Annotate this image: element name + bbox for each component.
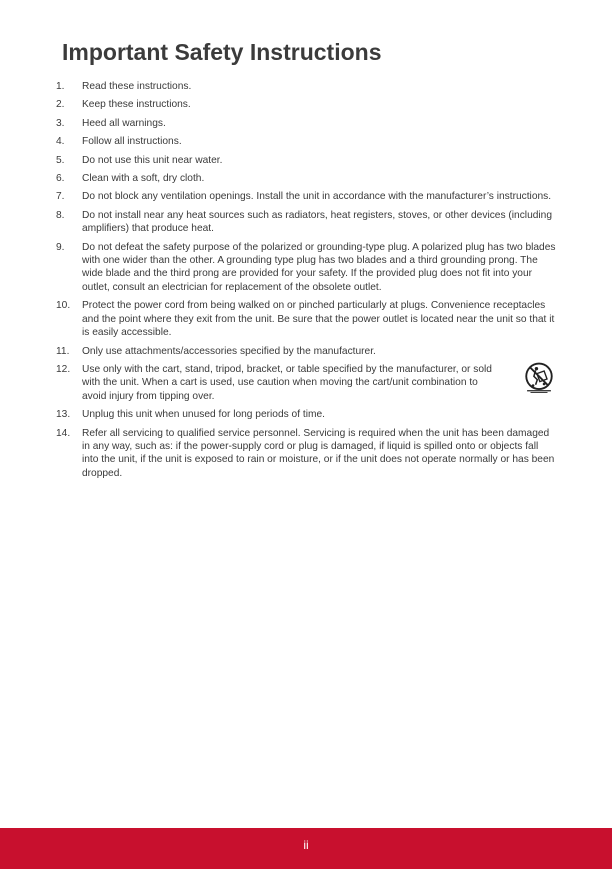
item-number: 14. xyxy=(56,427,71,439)
item-text: Follow all instructions. xyxy=(82,136,182,148)
list-item xyxy=(56,80,556,93)
item-number: 8. xyxy=(56,209,65,221)
item-text: Only use attachments/accessories specified by the manufacturer. xyxy=(82,345,376,357)
item-text: Use only with the cart, stand, tripod, bracket, or table specified by the manufacturer, or sold with the unit. When a cart is used, use caution when moving the cart/unit combination to avoid injury from tipping over. xyxy=(82,363,492,402)
list-item xyxy=(56,209,556,236)
item-number: 12. xyxy=(56,363,71,375)
item-number: 11. xyxy=(56,345,70,357)
item-text: Do not defeat the safety purpose of the polarized or grounding-type plug. A polarized plug has two blades with one wider than the other. A grounding type plug has two blades and a third grounding prong. The wide blade and the third prong are provided for your safety. If the provided plug does not fit into your outlet, consult an electrician for replacement of the obsolete outlet. xyxy=(82,241,556,293)
item-number: 3. xyxy=(56,117,65,129)
list-item xyxy=(56,427,556,481)
list-item xyxy=(56,345,556,358)
item-text: Do not install near any heat sources such as radiators, heat registers, stoves, or other devices (including amplifiers) that produce heat. xyxy=(82,209,552,235)
page-title: Important Safety Instructions xyxy=(62,39,382,65)
item-number: 1. xyxy=(56,81,65,92)
item-number: 5. xyxy=(56,154,65,166)
item-text: Clean with a soft, dry cloth. xyxy=(82,173,205,185)
cart-tip-over-warning-icon xyxy=(522,361,556,395)
item-text: Protect the power cord from being walked on or pinched particularly at plugs. Convenience receptacles and the point where they exit from the unit. Be sure that the power outlet is located near the unit so that it is easily accessible. xyxy=(82,300,555,339)
item-number: 10. xyxy=(56,300,71,312)
item-number: 9. xyxy=(56,241,65,253)
item-text: Do not use this unit near water. xyxy=(82,154,223,166)
list-item xyxy=(56,190,556,203)
item-text: Keep these instructions. xyxy=(82,99,191,111)
list-item xyxy=(56,299,556,339)
list-item xyxy=(56,117,556,130)
list-item xyxy=(56,363,556,403)
list-item xyxy=(56,154,556,167)
page-number: ii xyxy=(303,838,309,852)
list-item xyxy=(56,172,556,185)
item-number: 2. xyxy=(56,99,65,111)
item-text: Do not block any ventilation openings. Install the unit in accordance with the manufacturer’s instructions. xyxy=(82,191,552,203)
list-item xyxy=(56,98,556,111)
item-text: Heed all warnings. xyxy=(82,117,166,129)
safety-instructions-list xyxy=(56,80,556,485)
footer-bar xyxy=(0,828,612,869)
list-item xyxy=(56,408,556,421)
item-number: 4. xyxy=(56,136,65,148)
item-number: 13. xyxy=(56,409,71,421)
item-text: Refer all servicing to qualified service personnel. Servicing is required when the unit has been damaged in any way, such as: if the power-supply cord or plug is damaged, if liquid is spilled onto or objects fall into the unit, if the unit is exposed to rain or moisture, or if the unit does not operate normally or has been dropped. xyxy=(82,427,555,479)
list-item xyxy=(56,135,556,148)
list-item xyxy=(56,241,556,295)
item-text: Unplug this unit when unused for long periods of time. xyxy=(82,409,325,421)
item-text: Read these instructions. xyxy=(82,81,192,92)
item-number: 6. xyxy=(56,173,65,185)
item-number: 7. xyxy=(56,191,65,203)
